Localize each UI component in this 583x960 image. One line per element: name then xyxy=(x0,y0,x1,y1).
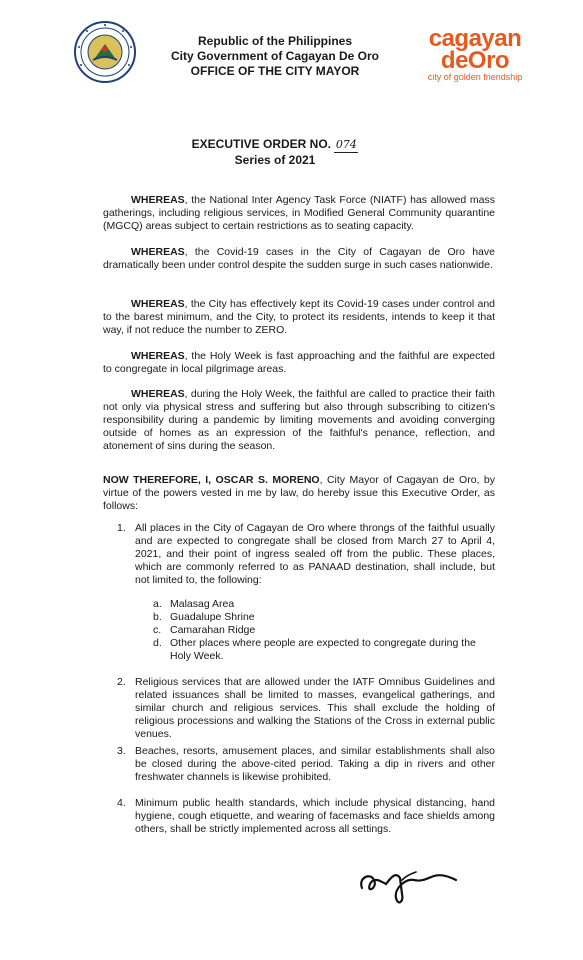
order-item xyxy=(117,522,495,587)
sub-item: b. Guadalupe Shrine xyxy=(153,611,255,623)
sub-item: a. Malasag Area xyxy=(153,598,235,610)
order-item-text: Religious services that are allowed under the IATF Omnibus Guidelines and related issuances shall be limited to masses, evangelical gatherings, and similar church and religious services. This shall exclude the holding of religious processions and walking the Stations of the Cross in external public venues. xyxy=(135,676,495,740)
series-year: Series of 2021 xyxy=(234,153,316,167)
whereas-clause: WHEREAS, the Holy Week is fast approaching and the faithful are expected to congregate in local pilgrimage areas. xyxy=(103,350,495,375)
logo-line-1: cagayan xyxy=(428,25,522,52)
order-item-text: Minimum public health standards, which include physical distancing, hand hygiene, cough etiquette, and wearing of facemasks and face shields among others, shall be strictly implemented across all settings. xyxy=(135,797,495,835)
header-line-office: OFFICE OF THE CITY MAYOR xyxy=(190,64,360,78)
executive-order-number: 074 xyxy=(335,138,357,151)
signature-icon xyxy=(352,858,462,910)
executive-order-label: EXECUTIVE ORDER NO. xyxy=(191,137,331,151)
sub-item: c. Camarahan Ridge xyxy=(153,624,256,636)
order-item-number: 3. xyxy=(117,745,126,757)
whereas-clause: WHEREAS, during the Holy Week, the faithful are called to practice their faith not only via physical stress and suffering but also through subscribing to citizen's responsibility during a pandemic by limiting movements and avoiding converging outside of homes as an expression of the faithful's penance, reflection, and atonement of sins during the season. xyxy=(103,388,495,452)
order-item-number: 1. xyxy=(117,522,126,534)
whereas-clause: WHEREAS, the National Inter Agency Task Force (NIATF) has allowed mass gatherings, including religious services, in Modified General Community quarantine (MGCQ) areas subject to certain restrictions as to seating capacity. xyxy=(103,194,495,232)
city-seal-icon xyxy=(73,20,137,84)
order-item-number: 2. xyxy=(117,676,126,688)
header-line-republic: Republic of the Philippines xyxy=(197,34,352,48)
header-line-city-government: City Government of Cagayan De Oro xyxy=(170,49,380,63)
sub-item: d. Other places where people are expected to congregate during the Holy Week. xyxy=(153,637,476,662)
order-item xyxy=(117,676,495,741)
whereas-clause: WHEREAS, the City has effectively kept its Covid-19 cases under control and to the barest minimum, and the City, to protect its residents, intends to keep it that way, if not reduce the number to ZERO. xyxy=(103,298,495,336)
letterhead xyxy=(150,34,400,79)
logo-line-2: deOro xyxy=(440,47,510,74)
logo-tagline: city of golden friendship xyxy=(427,72,523,82)
order-item-text: Beaches, resorts, amusement places, and similar establishments shall also be closed during the above-cited period. Taking a dip in rivers and other freshwater channels is likewise prohibited. xyxy=(135,745,495,783)
order-item-text: All places in the City of Cagayan de Oro where throngs of the faithful usually and are expected to congregate shall be closed from March 27 to April 4, 2021, and their point of ingress sealed off from the public. These places, which are commonly referred to as PANAAD destination, shall include, but not limited to, the following: xyxy=(135,522,495,586)
city-brand-logo xyxy=(400,25,550,83)
order-item xyxy=(117,797,495,836)
order-item-number: 4. xyxy=(117,797,126,809)
whereas-clause: WHEREAS, the Covid-19 cases in the City of Cagayan de Oro have dramatically been under control despite the sudden surge in such cases nationwide. xyxy=(103,246,495,271)
now-therefore-clause: NOW THEREFORE, I, OSCAR S. MORENO, City Mayor of Cagayan de Oro, by virtue of the powers vested in me by law, do hereby issue this Executive Order, as follows: xyxy=(103,474,496,512)
document-title xyxy=(150,137,400,167)
order-item xyxy=(117,745,495,784)
